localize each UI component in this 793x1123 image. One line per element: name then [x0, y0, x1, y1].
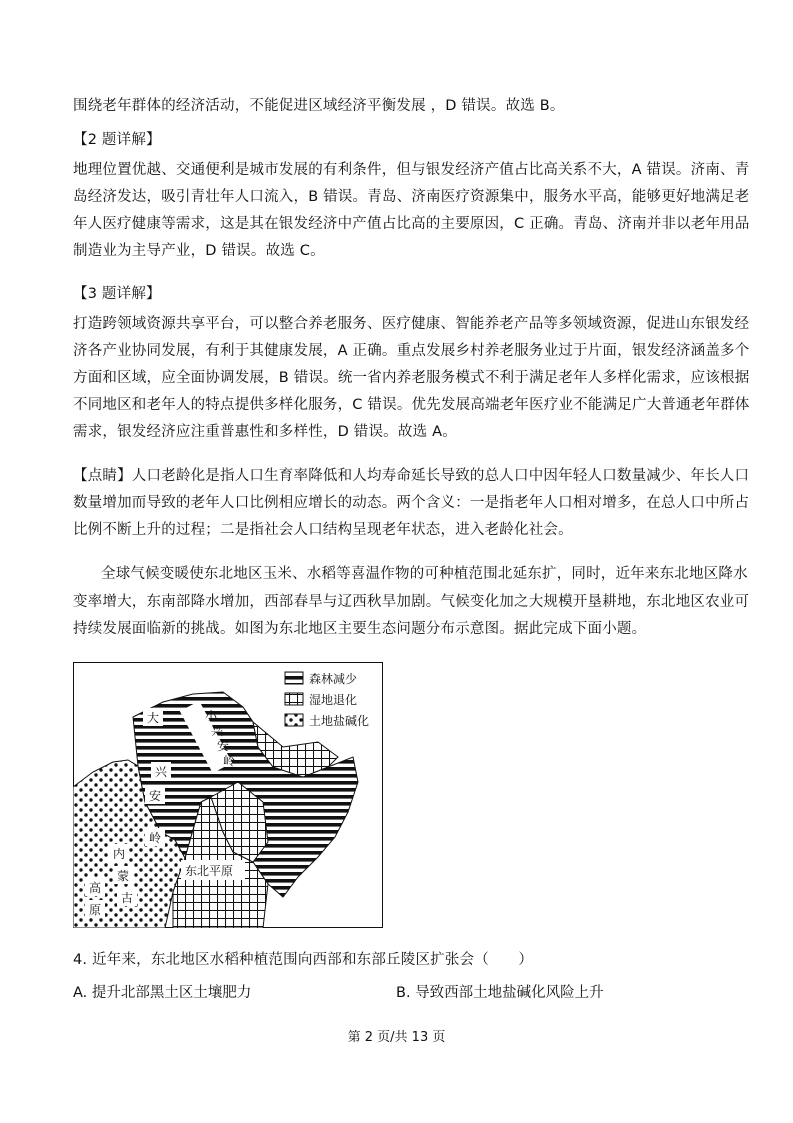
- note-line: 数量增加而导致的老年人口比例相应增长的动态。两个含义：一是指老年人口相对增多，在总人口中所占: [73, 495, 750, 511]
- legend-saline-swatch: [285, 714, 303, 726]
- svg-text:安: 安: [149, 789, 162, 803]
- legend-wetland-swatch: [285, 693, 303, 705]
- ecological-problems-map: [73, 662, 383, 928]
- note-line: 【点睛】人口老龄化是指人口生育率降低和人均寿命延长导致的总人口中因年轻人口数量减少、年长人口: [73, 468, 750, 484]
- passage-line: 持续发展面临新的挑战。如图为东北地区主要生态问题分布示意图。据此完成下面小题。: [73, 621, 647, 637]
- paragraph-line: 打造跨领域资源共享平台，可以整合养老服务、医疗健康、智能养老产品等多领域资源，促进山东银发经: [73, 316, 750, 332]
- paragraph-line: 济各产业协同发展，有利于其健康发展，A 正确。重点发展乡村养老服务业过于片面，银发经济涵盖多个: [73, 343, 750, 359]
- svg-text:内: 内: [113, 847, 126, 861]
- paragraph-line: 方面和区域，应全面协调发展，B 错误。统一省内养老服务模式不利于满足老年人多样化需求，应该根据: [73, 370, 750, 386]
- paragraph-line: 围绕老年群体的经济活动，不能促进区域经济平衡发展 ，D 错误。故选 B。: [73, 98, 565, 114]
- svg-text:安: 安: [217, 739, 230, 753]
- passage-line: 变率增大，东南部降水增加，西部春旱与辽西秋旱加剧。气候变化加之大规模开垦耕地，东北地区农业可: [73, 594, 750, 610]
- option-b: B. 导致西部土地盐碱化风险上升: [396, 985, 604, 1001]
- paragraph-line: 岛经济发达，吸引青壮年人口流入，B 错误。青岛、济南医疗资源集中，服务水平高，能够更好地满足老: [73, 189, 750, 205]
- paragraph-line: 需求，银发经济应注重普惠性和多样性，D 错误。故选 A。: [73, 424, 457, 440]
- section-heading: 【2 题详解】: [73, 132, 161, 148]
- svg-text:高: 高: [89, 881, 102, 895]
- paragraph-line: 制造业为主导产业，D 错误。故选 C。: [73, 243, 325, 259]
- legend-forest-swatch: [285, 672, 303, 684]
- section-heading: 【3 题详解】: [73, 286, 161, 302]
- legend-saline-label: 土地盐碱化: [309, 714, 370, 728]
- paragraph-line: 地理位置优越、交通便利是城市发展的有利条件，但与银发经济产值占比高关系不大，A 错误。济南、青: [73, 162, 750, 178]
- map-legend: [281, 668, 379, 730]
- svg-text:兴: 兴: [211, 724, 224, 738]
- legend-wetland-label: 湿地退化: [309, 693, 358, 707]
- legend-forest-label: 森林减少: [309, 672, 358, 686]
- svg-text:兴: 兴: [155, 765, 168, 779]
- svg-text:岭: 岭: [223, 754, 236, 768]
- note-line: 比例不断上升的过程；二是指社会人口结构呈现老年状态，进入老龄化社会。: [73, 522, 573, 538]
- paragraph-line: 年人医疗健康等需求，这是其在银发经济中产值占比高的主要原因，C 正确。青岛、济南并非以老年用品: [73, 216, 750, 232]
- svg-text:古: 古: [121, 891, 134, 905]
- svg-text:岭: 岭: [149, 831, 162, 845]
- svg-text:大: 大: [147, 711, 160, 725]
- page-footer: 第 2 页/共 13 页: [347, 1030, 446, 1045]
- paragraph-line: 不同地区和老年人的特点提供多样化服务，C 错误。优先发展高端老年医疗业不能满足广大普通老年群体: [73, 397, 750, 413]
- option-a: A. 提升北部黑土区土壤肥力: [73, 985, 252, 1001]
- svg-text:蒙: 蒙: [117, 869, 130, 883]
- svg-text:东北平原: 东北平原: [185, 864, 234, 878]
- question-stem: 4. 近年来，东北地区水稻种植范围向西部和东部丘陵区扩张会（ ）: [73, 952, 534, 968]
- svg-text:原: 原: [89, 903, 102, 917]
- svg-text:小: 小: [205, 709, 218, 723]
- passage-line: 全球气候变暖使东北地区玉米、水稻等喜温作物的可种植范围北延东扩，同时，近年来东北地区降水: [101, 566, 748, 582]
